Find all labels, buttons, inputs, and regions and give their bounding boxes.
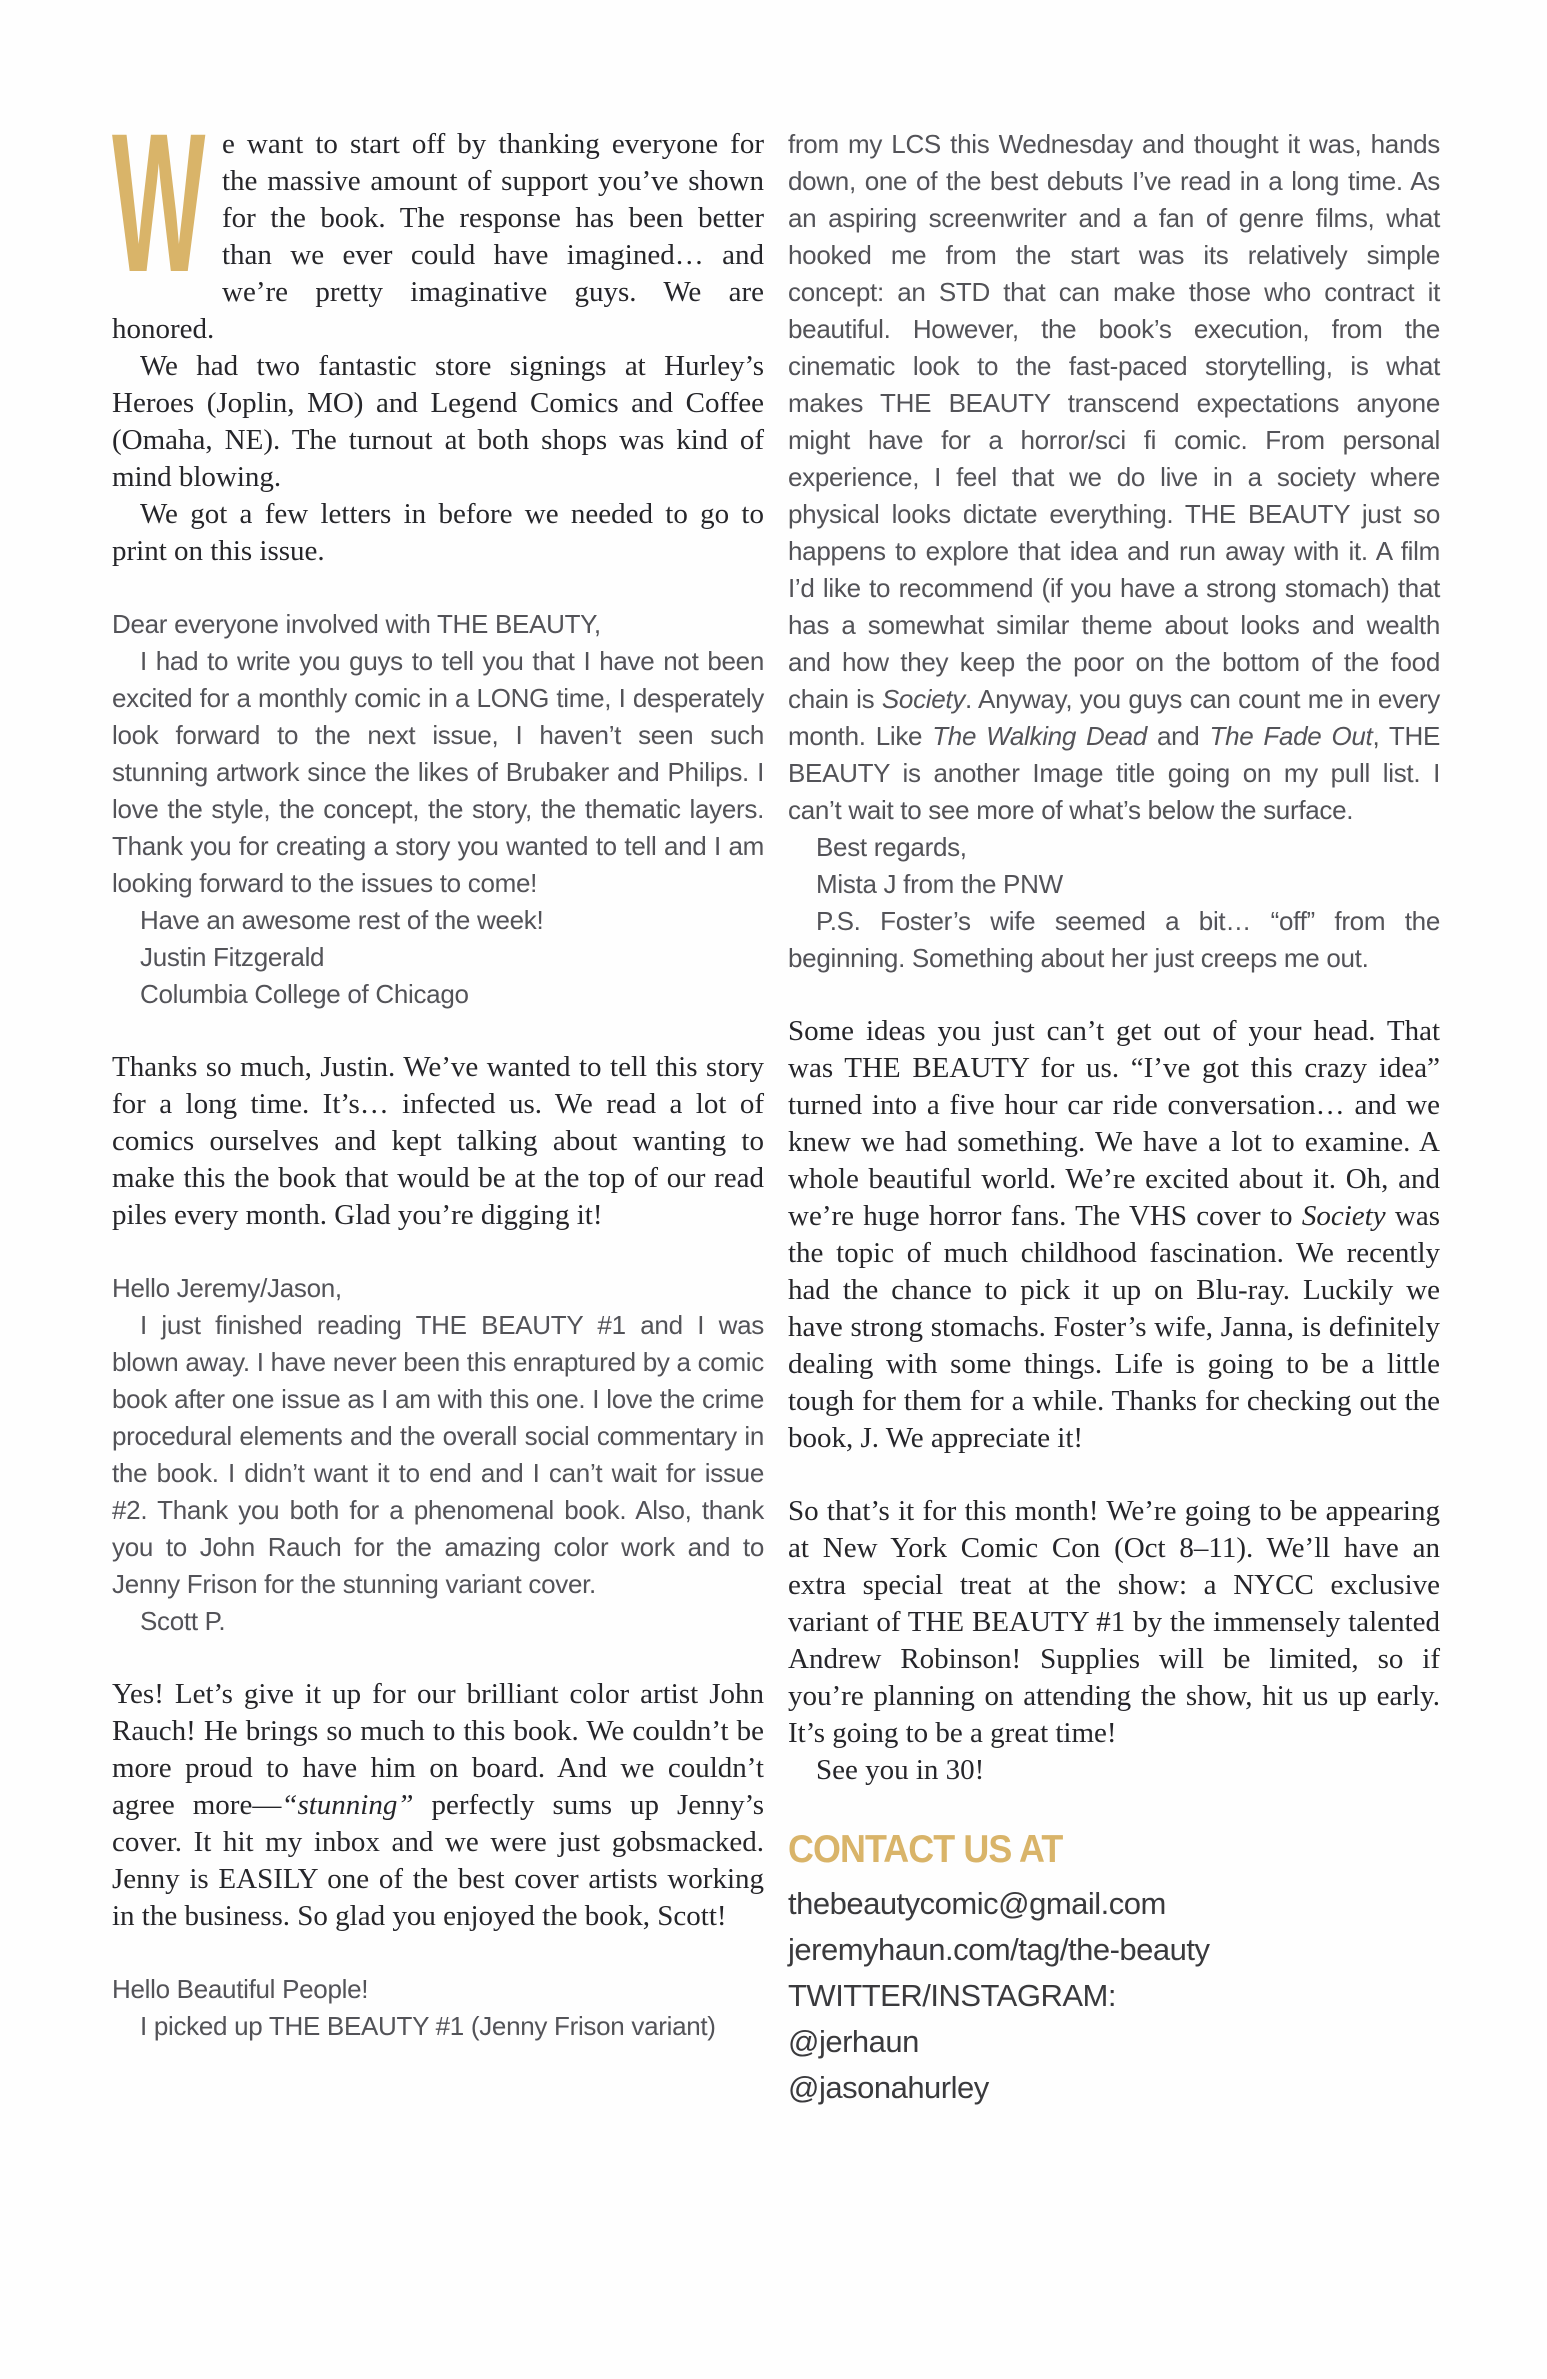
text-run: Thanks so much, Justin. We’ve wanted to tell this story for a long time. It’s… infected us. We read a lot of comics ourselves and kept talking about wanting to make this the book that would be at the top of our read piles every month. Glad you’re digging it! <box>112 1051 764 1231</box>
editor-response-1 <box>112 1049 764 1234</box>
text-run: “stunning” <box>281 1789 414 1821</box>
drop-cap-letter: W <box>112 92 206 313</box>
letter1-salutation <box>112 606 764 643</box>
see-you-in-30 <box>788 1752 1440 1789</box>
intro-paragraph-signings <box>112 348 764 496</box>
text-run: We had two fantastic store signings at Hurley’s Heroes (Joplin, MO) and Legend Comics and Coffee (Omaha, NE). The turnout at both shops was kind of mind blowing. <box>112 350 764 493</box>
text-run: CONTACT US AT <box>788 1828 1063 1871</box>
letter3-body-continued <box>788 126 1440 829</box>
text-run: perfectly sums up Jenny’s cover. It hit my inbox and we were just gobsmacked. Jenny is EASILY one of the best cover artists working in the business. So glad you enjoyed the book, Scott! <box>112 1789 765 1932</box>
text-run: Scott P. <box>140 1606 226 1636</box>
letter2-body <box>112 1307 764 1603</box>
letter1-closing <box>112 902 764 939</box>
contact-handle-jason <box>788 2065 1440 2111</box>
text-run: We got a few letters in before we needed to go to print on this issue. <box>112 498 764 567</box>
left-column <box>112 92 765 2045</box>
drop-cap <box>112 92 208 313</box>
letter3-salutation <box>112 1971 764 2008</box>
text-run: from my LCS this Wednesday and thought it was, hands down, one of the best debuts I’ve read in a long time. As an aspiring screenwriter and a fan of genre films, what hooked me from the start was its relatively simple concept: an STD that can make those who contract it beautiful. However, the book’s execution, from the cinematic look to the fast-paced storytelling, is what makes THE BEAUTY transcend expectations anyone might have for a horror/sci fi comic. From personal experience, I feel that we do live in a society where physical looks dictate everything. THE BEAUTY just so happens to explore that idea and run away with it. A film I’d like to recommend (if you have a strong stomach) that has a somewhat similar theme about looks and wealth and how they keep the poor on the bottom of the food chain is <box>788 129 1440 714</box>
right-column <box>788 126 1440 2111</box>
text-run: . Anyway, you guys can count me in every month. Like <box>788 684 1440 751</box>
contact-email <box>788 1881 1440 1927</box>
letter1-body <box>112 643 764 902</box>
text-run: I just finished reading THE BEAUTY #1 and I was blown away. I have never been this enraptured by a comic book after one issue as I am with this one. I love the crime procedural elements and the overall social commentary in the book. I didn’t want it to end and I can’t wait for issue #2. Thank you both for a phenomenal book. Also, thank you to John Rauch for the amazing color work and to Jenny Frison for the stunning variant cover. <box>112 1310 764 1599</box>
text-run: Mista J from the PNW <box>816 869 1063 899</box>
closing-announcement <box>788 1493 1440 1752</box>
letter2-salutation <box>112 1270 764 1307</box>
letter3-signature <box>788 866 1440 903</box>
text-run: The Walking Dead <box>932 721 1147 751</box>
text-run: Yes! Let’s give it up for our brilliant color artist John Rauch! He brings so much to this book. We couldn’t be more proud to have him on board. And we couldn’t agree more— <box>112 1678 764 1821</box>
text-run: Columbia College of Chicago <box>140 979 469 1009</box>
letter1-signature-org <box>112 976 764 1013</box>
text-run: I picked up THE BEAUTY #1 (Jenny Frison variant) <box>140 2011 716 2041</box>
intro-paragraph-letters <box>112 496 764 570</box>
contact-handle-jeremy <box>788 2019 1440 2065</box>
letter1-signature <box>112 939 764 976</box>
contact-social-label <box>788 1973 1440 2019</box>
text-run: I had to write you guys to tell you that I have not been excited for a monthly comic in a LONG time, I desperately look forward to the next issue, I haven’t seen such stunning artwork since the likes of Brubaker and Philips. I love the style, the concept, the story, the thematic layers. Thank you for creating a story you wanted to tell and I am looking forward to the issues to come! <box>112 646 764 898</box>
text-run: thebeautycomic@gmail.com <box>788 1886 1166 1921</box>
text-run: So that’s it for this month! We’re going to be appearing at New York Comic Con (Oct 8–11). We’ll have an extra special treat at the show: a NYCC exclusive variant of THE BEAUTY #1 by the immensely talented Andrew Robinson! Supplies will be limited, so if you’re planning on attending the show, hit us up early. It’s going to be a great time! <box>788 1495 1440 1749</box>
letter3-postscript <box>788 903 1440 977</box>
text-run: Hello Beautiful People! <box>112 1974 369 2004</box>
text-run: was the topic of much childhood fascination. We recently had the chance to pick it up on Blu-ray. Luckily we have strong stomachs. Foster’s wife, Janna, is definitely dealing with some things. Life is going to be a little tough for them for a while. Thanks for checking out the book, J. We appreciate it! <box>788 1200 1440 1454</box>
text-run: See you in 30! <box>816 1754 985 1786</box>
text-run: jeremyhaun.com/tag/the-beauty <box>788 1932 1210 1967</box>
text-run: Hello Jeremy/Jason, <box>112 1273 342 1303</box>
contact-heading <box>788 1829 1388 1871</box>
text-run: @jasonahurley <box>788 2070 989 2105</box>
text-run: Justin Fitzgerald <box>140 942 325 972</box>
text-run: @jerhaun <box>788 2024 919 2059</box>
contact-website <box>788 1927 1440 1973</box>
text-run: Society <box>1301 1200 1386 1232</box>
letter3-body-start <box>112 2008 764 2045</box>
text-run: Dear everyone involved with THE BEAUTY, <box>112 609 601 639</box>
editor-response-2 <box>112 1676 764 1935</box>
intro-paragraph <box>112 92 764 348</box>
text-run: e want to start off by thanking everyone for the massive amount of support you’ve shown for the book. The response has been better than we ever could have imagined… and we’re pretty imaginative guys. We are honored. <box>112 128 764 345</box>
text-run: Best regards, <box>816 832 967 862</box>
text-run: and <box>1146 721 1210 751</box>
text-run: , THE BEAUTY is another Image title going on my pull list. I can’t wait to see more of what’s below the surface. <box>788 721 1441 825</box>
letter3-closing <box>788 829 1440 866</box>
editor-response-3 <box>788 1013 1440 1457</box>
letter2-signature <box>112 1603 764 1640</box>
text-run: Society <box>881 684 966 714</box>
text-run: P.S. Foster’s wife seemed a bit… “off” from the beginning. Something about her just creeps me out. <box>788 906 1440 973</box>
text-run: TWITTER/INSTAGRAM: <box>788 1978 1116 2013</box>
text-run: Some ideas you just can’t get out of your head. That was THE BEAUTY for us. “I’ve got this crazy idea” turned into a five hour car ride conversation… and we knew we had something. We have a lot to examine. A whole beautiful world. We’re excited about it. Oh, and we’re huge horror fans. The VHS cover to <box>788 1015 1440 1232</box>
text-run: The Fade Out <box>1209 721 1373 751</box>
text-run: Have an awesome rest of the week! <box>140 905 544 935</box>
